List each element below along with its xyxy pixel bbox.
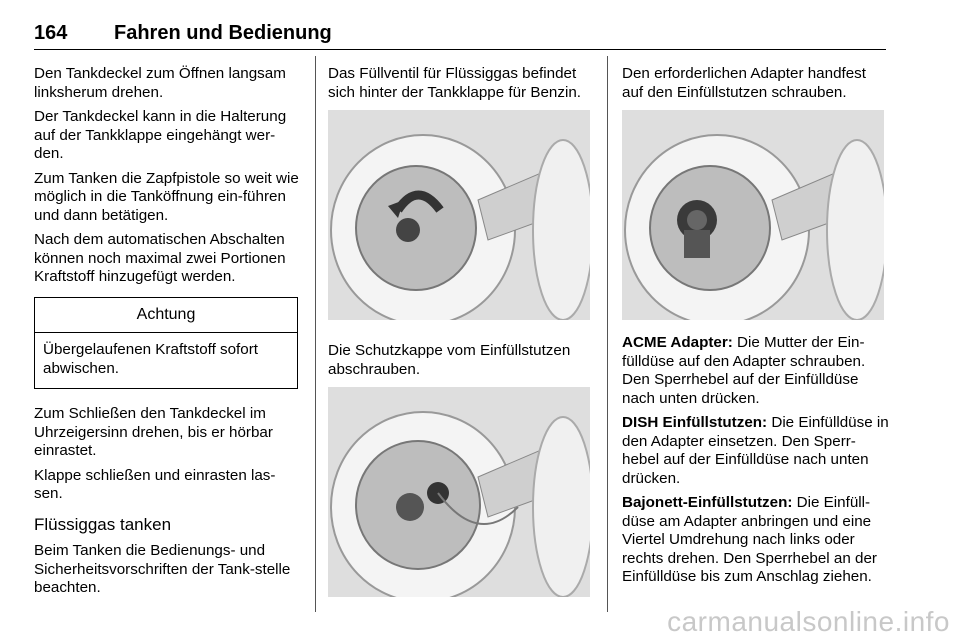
section-heading: Flüssiggas tanken (34, 514, 172, 534)
column-divider (315, 56, 316, 612)
paragraph: Beim Tanken die Bedienungs- und Sicherheitsvorschriften der Tank-stelle beachten. (34, 542, 291, 596)
caution-title: Achtung (35, 298, 297, 334)
bajonett-label: Bajonett-Einfüllstutzen: (622, 494, 793, 511)
column-left (34, 65, 302, 604)
paragraph: Den Tankdeckel zum Öffnen langsam linksherum drehen. (34, 65, 286, 101)
watermark: carmanualsonline.info (667, 606, 950, 637)
chapter-title: Fahren und Bedienung (114, 22, 332, 44)
page-header (34, 22, 886, 50)
paragraph: Nach dem automatischen Abschalten können noch maximal zwei Portionen Kraftstoff hinzugefügt werden. (34, 231, 286, 285)
acme-text: Die Mutter der Ein-fülldüse auf den Adapter schrauben. Den Sperrhebel auf der Einfülldüse nach unten drücken. (622, 334, 866, 407)
paragraph: Den erforderlichen Adapter handfest auf den Einfüllstutzen schrauben. (622, 65, 867, 101)
protective-cap-illustration (328, 387, 590, 597)
paragraph: Das Füllventil für Flüssiggas befindet sich hinter der Tankklappe für Benzin. (328, 65, 581, 101)
column-divider (607, 56, 608, 612)
page-number: 164 (34, 22, 68, 44)
paragraph-bajonett (622, 494, 890, 587)
caution-box (34, 297, 298, 390)
adapter-illustration (622, 110, 884, 320)
caution-text: Übergelaufenen Kraftstoff sofort abwischen. (43, 341, 259, 377)
fuel-flap-illustration (328, 110, 590, 320)
bajonett-text: Die Einfüll-düse am Adapter anbringen und eine Viertel Umdrehung nach links oder rechts drehen. Den Sperrhebel an der Einfülldüse bis zum Anschlag ziehen. (622, 494, 877, 585)
dish-text: Die Einfülldüse in den Adapter einsetzen. Den Sperr-hebel auf der Einfülldüse nach unten drücken. (622, 414, 889, 487)
paragraph: Die Schutzkappe vom Einfüllstutzen abschrauben. (328, 342, 571, 378)
paragraph-acme (622, 334, 890, 408)
paragraph: Der Tankdeckel kann in die Halterung auf der Tankklappe eingehängt wer-den. (34, 108, 287, 162)
column-right (622, 65, 890, 593)
acme-label: ACME Adapter: (622, 334, 733, 351)
paragraph: Zum Tanken die Zapfpistole so weit wie möglich in die Tanköffnung ein-führen und dann betätigen. (34, 169, 299, 224)
dish-label: DISH Einfüllstutzen: (622, 414, 768, 431)
column-middle (328, 65, 594, 619)
paragraph: Zum Schließen den Tankdeckel im Uhrzeigersinn drehen, bis er hörbar einrastet. (34, 405, 273, 459)
paragraph-dish (622, 414, 890, 488)
paragraph: Klappe schließen und einrasten las-sen. (34, 466, 276, 502)
